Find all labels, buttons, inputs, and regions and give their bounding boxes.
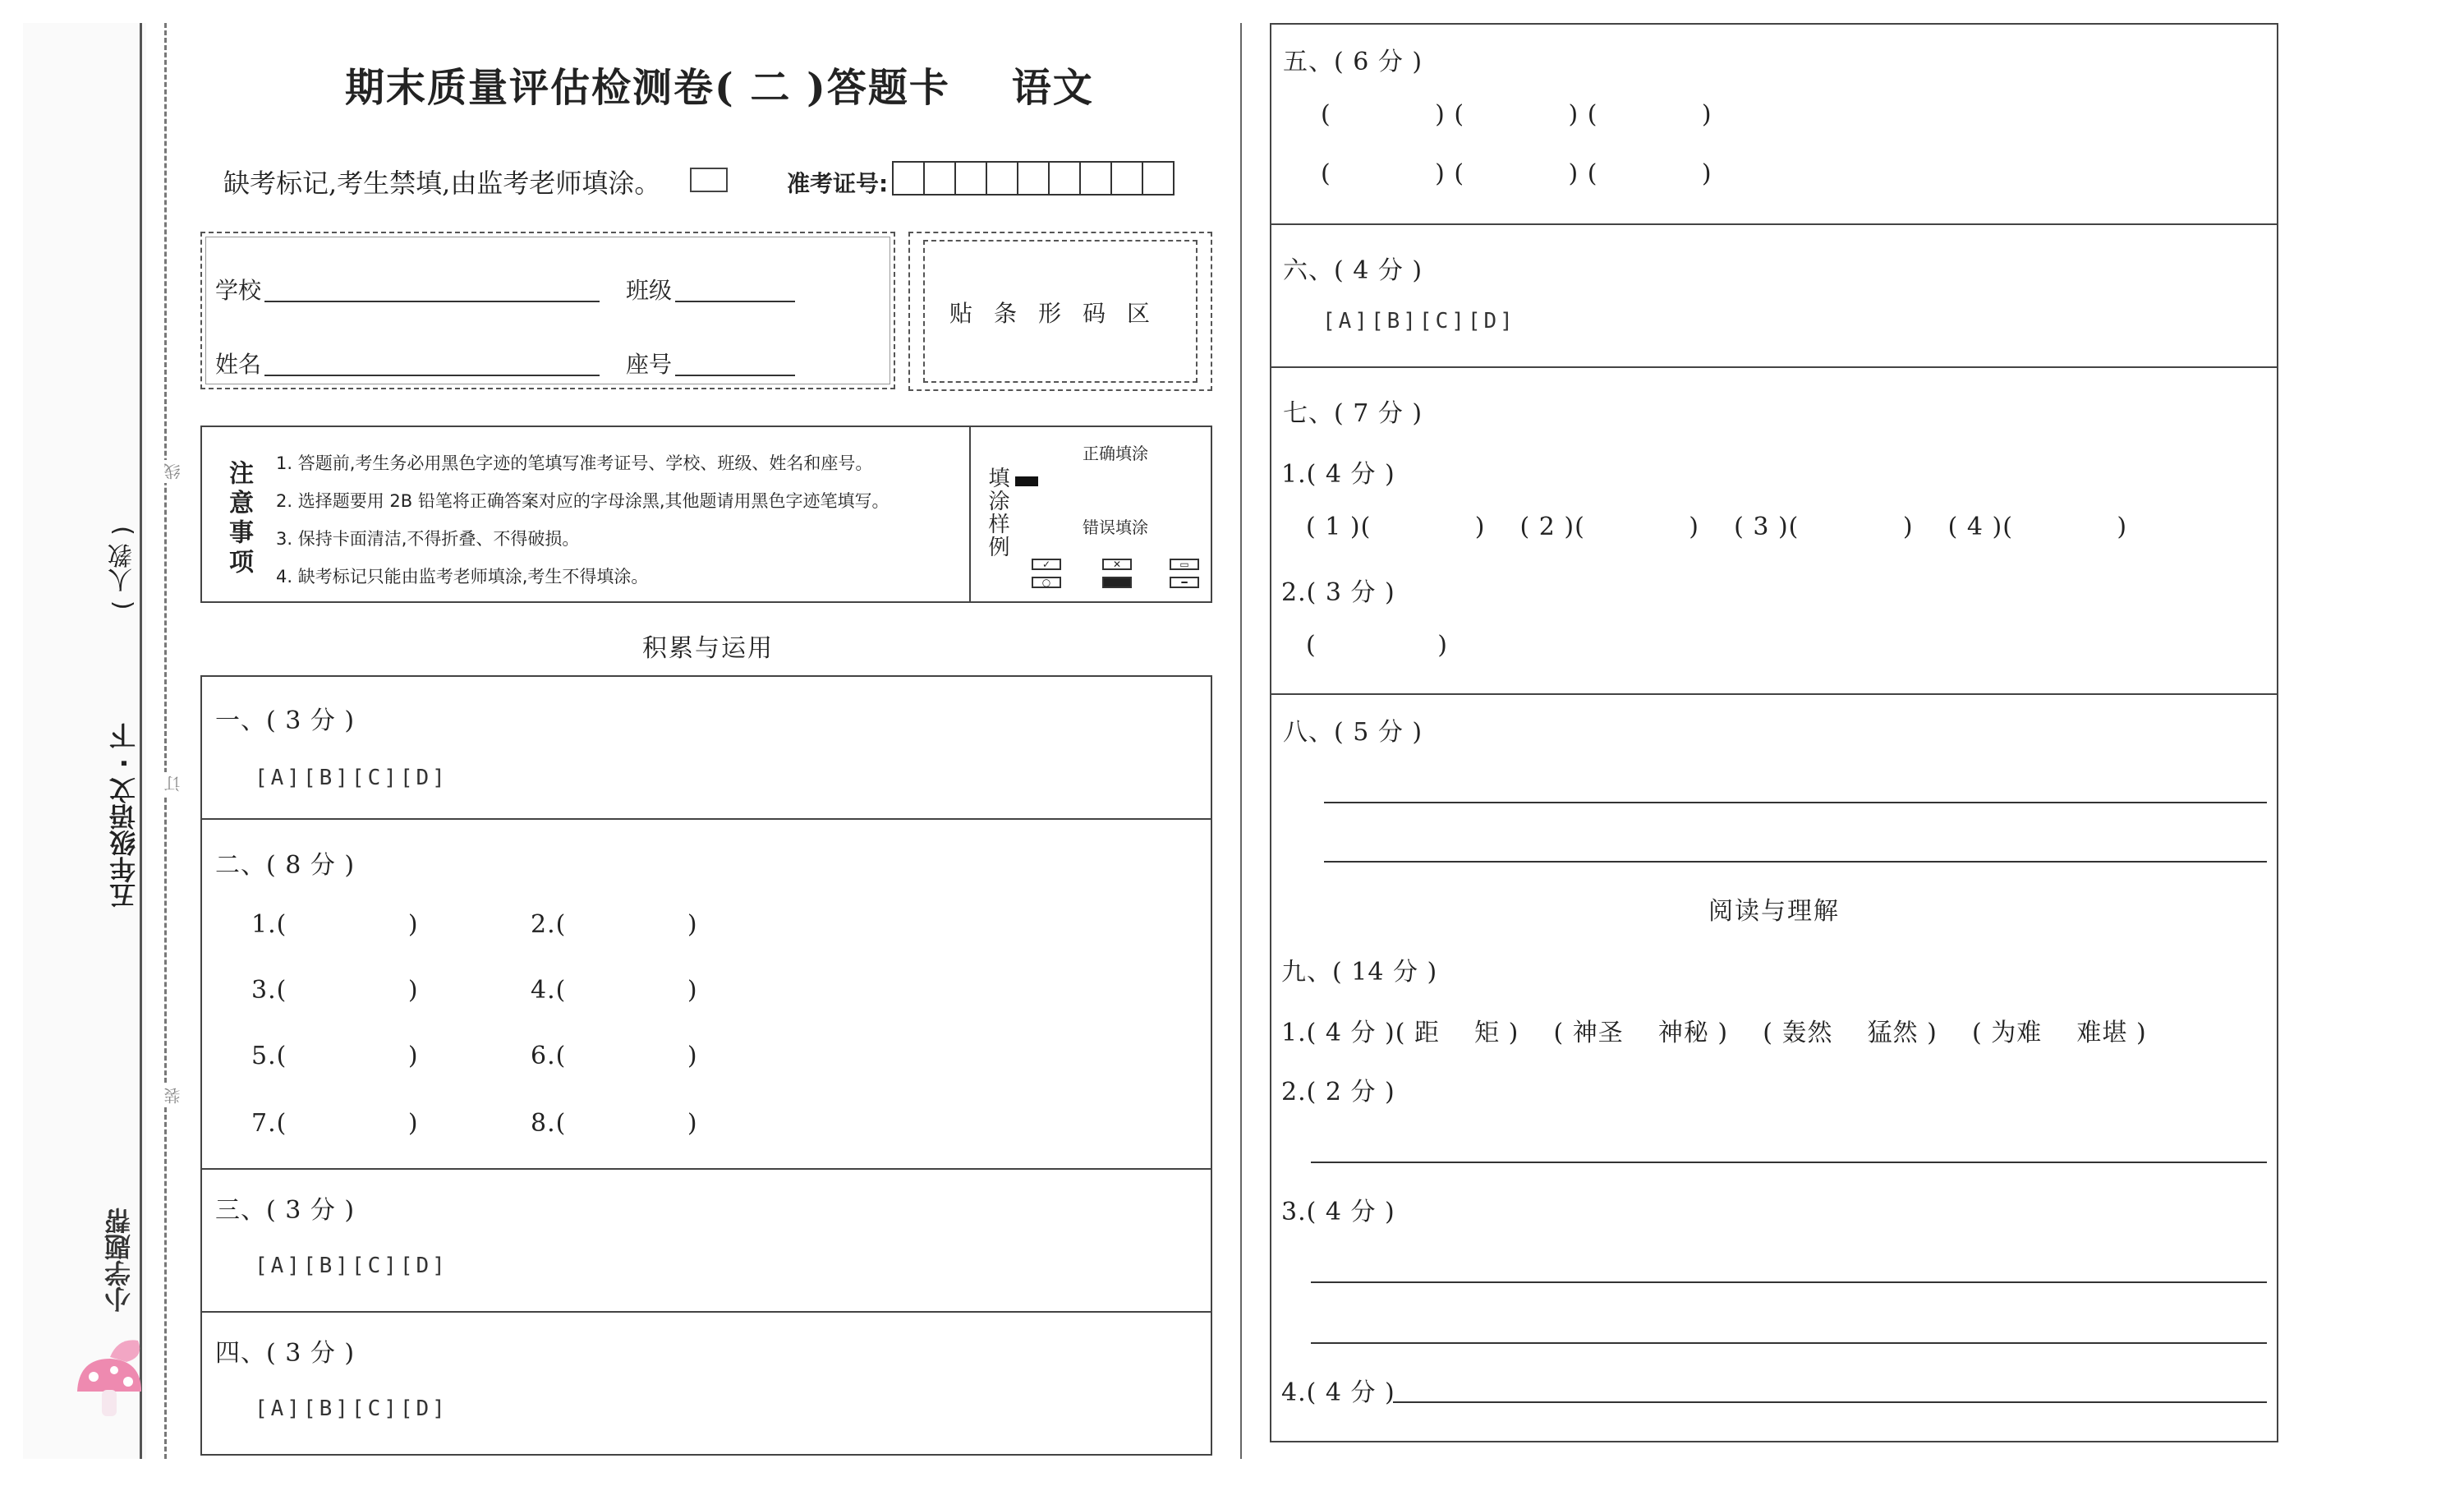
question-9-title: 九、( 14 分 ) (1281, 958, 1438, 987)
exam-number-cell[interactable] (1142, 161, 1175, 196)
column-divider (1240, 23, 1242, 1459)
notice-item: 1. 答题前,考生务必用黑色字迹的笔填写准考证号、学校、班级、姓名和座号。 (276, 453, 873, 473)
seat-field[interactable] (675, 375, 795, 376)
exam-number-grid[interactable] (894, 161, 1175, 196)
question-2-blank[interactable]: 8.( ) (531, 1109, 698, 1138)
exam-number-cell[interactable] (1079, 161, 1112, 196)
wrong-circle-mark-icon: ○ (1032, 577, 1061, 588)
question-2-blank[interactable]: 1.( ) (251, 910, 419, 939)
edition-label: ( 人教 ) (108, 526, 137, 610)
question-8-answer-line[interactable] (1324, 802, 2267, 803)
exam-number-cell[interactable] (954, 161, 987, 196)
question-6-title: 六、( 4 分 ) (1283, 256, 1423, 285)
question-4-title: 四、( 3 分 ) (215, 1339, 356, 1368)
name-field[interactable] (264, 375, 600, 376)
class-label: 班级 (626, 277, 673, 304)
grade-label: 五年级语文 · 下 (108, 723, 140, 909)
correct-fill-mark (1015, 476, 1038, 486)
notice-item: 3. 保持卡面清洁,不得折叠、不得破损。 (276, 529, 580, 549)
notice-heading: 注意事项 (224, 460, 253, 578)
cut-mark-mid: 订 (161, 772, 185, 795)
question-8-title: 八、( 5 分 ) (1283, 718, 1423, 747)
exam-number-cell[interactable] (892, 161, 925, 196)
question-8-answer-line[interactable] (1324, 861, 2267, 863)
question-2-blank[interactable]: 6.( ) (531, 1042, 698, 1070)
exam-number-label: 准考证号: (787, 170, 889, 197)
correct-fill-label: 正确填涂 (1083, 444, 1148, 463)
question-9-sub-1[interactable]: 1.( 4 分 )( 距 矩 ) ( 神圣 神秘 ) ( 轰然 猛然 ) ( 为难 难堪 ) (1281, 1019, 2147, 1047)
question-4-choices[interactable]: [A][B][C][D] (255, 1396, 448, 1421)
wrong-fill-label: 错误填涂 (1083, 518, 1148, 537)
question-8-9-panel (1270, 693, 2278, 1442)
page-title: 期末质量评估检测卷( 二 )答题卡 语文 (345, 65, 1094, 111)
question-2-blank[interactable]: 3.( ) (251, 976, 419, 1005)
exam-number-cell[interactable] (1017, 161, 1050, 196)
class-field[interactable] (675, 301, 795, 302)
exam-number-cell[interactable] (923, 161, 956, 196)
question-3-choices[interactable]: [A][B][C][D] (255, 1254, 448, 1278)
school-label: 学校 (215, 277, 262, 304)
student-info-inner (205, 237, 890, 384)
question-7-sub-1: 1.( 4 分 ) (1281, 460, 1395, 489)
question-9-sub-4: 4.( 4 分 ) (1281, 1378, 1395, 1407)
question-1-title: 一、( 3 分 ) (215, 706, 356, 735)
absent-note: 缺考标记,考生禁填,由监考老师填涂。 (223, 168, 661, 199)
wrong-bracket-mark-icon: ▭ (1170, 559, 1199, 570)
barcode-label: 贴条形码区 (949, 300, 1171, 327)
wrong-cross-mark-icon: ✕ (1102, 559, 1132, 570)
question-7-sub-2: 2.( 3 分 ) (1281, 578, 1395, 607)
cut-line (164, 23, 167, 1459)
question-2-blank[interactable]: 5.( ) (251, 1042, 419, 1070)
question-9-sub-2: 2.( 2 分 ) (1281, 1078, 1395, 1106)
question-9-sub-3-line[interactable] (1311, 1281, 2267, 1283)
question-1-choices[interactable]: [A][B][C][D] (255, 766, 448, 790)
question-9-sub-2-line[interactable] (1311, 1162, 2267, 1163)
notice-item: 2. 选择题要用 2B 铅笔将正确答案对应的字母涂黑,其他题请用黑色字迹笔填写。 (276, 491, 890, 511)
question-2-blank[interactable]: 7.( ) (251, 1109, 419, 1138)
wrong-line-mark-icon: ━ (1170, 577, 1199, 588)
brand-label: 小学题帮 (103, 1208, 135, 1313)
exam-number-cell[interactable] (1110, 161, 1143, 196)
question-7-sub-2-answer[interactable]: ( ) (1306, 631, 1448, 660)
question-2-blank[interactable]: 2.( ) (531, 910, 698, 939)
question-3-title: 三、( 3 分 ) (215, 1196, 356, 1225)
question-6-choices[interactable]: [A][B][C][D] (1322, 309, 1516, 334)
question-5-title: 五、( 6 分 ) (1283, 48, 1423, 76)
wrong-partial-mark-icon (1102, 577, 1132, 588)
notice-divider (969, 426, 971, 603)
section-reading-title: 阅读与理解 (1708, 897, 1840, 926)
fill-example-heading: 填涂样例 (985, 467, 1009, 559)
question-5-row-1[interactable]: ( ) ( ) ( ) (1321, 100, 1712, 129)
question-7-sub-1-answers[interactable]: ( 1 )( ) ( 2 )( ) ( 3 )( ) ( 4 )( ) (1306, 513, 2128, 541)
question-9-sub-3-line[interactable] (1311, 1342, 2267, 1344)
question-6-panel (1270, 223, 2278, 368)
cut-mark-bottom: 装 (161, 1084, 185, 1107)
school-field[interactable] (264, 301, 600, 302)
exam-number-cell[interactable] (1048, 161, 1081, 196)
cut-mark-top: 线 (161, 460, 185, 483)
question-9-sub-4-line[interactable] (1393, 1401, 2267, 1403)
exam-number-cell[interactable] (986, 161, 1018, 196)
question-2-blank[interactable]: 4.( ) (531, 976, 698, 1005)
absent-checkbox[interactable] (690, 168, 728, 192)
seat-label: 座号 (626, 351, 673, 378)
section-accumulation-title: 积累与运用 (642, 634, 774, 663)
name-label: 姓名 (215, 351, 262, 378)
question-2-title: 二、( 8 分 ) (215, 851, 356, 880)
question-9-sub-3: 3.( 4 分 ) (1281, 1198, 1395, 1226)
question-1-panel (200, 675, 1212, 820)
question-5-row-2[interactable]: ( ) ( ) ( ) (1321, 159, 1712, 188)
question-7-title: 七、( 7 分 ) (1283, 399, 1423, 428)
mushroom-logo-icon (69, 1334, 151, 1424)
wrong-check-mark-icon: ✓ (1032, 559, 1061, 570)
notice-item: 4. 缺考标记只能由监考老师填涂,考生不得填涂。 (276, 567, 649, 587)
